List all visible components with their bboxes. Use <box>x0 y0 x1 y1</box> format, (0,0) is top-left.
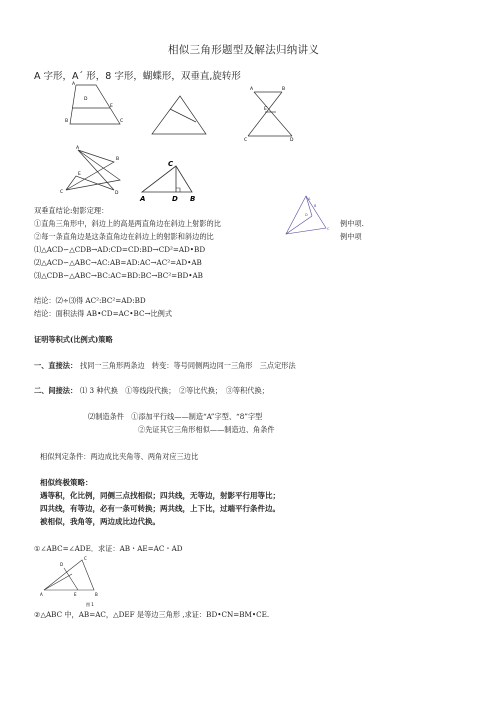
label-b: B <box>65 119 69 124</box>
label-e: E <box>110 104 113 109</box>
label-a: A <box>72 82 76 87</box>
dp-item2: ⑵△ACD∽△ABC→AC:AB=AD:AC→AC²=AD•AB <box>34 258 202 267</box>
fig1-label-d: D <box>60 562 64 567</box>
similar-condition: 相似判定条件：两边成比夹角等、两角对应三边比 <box>40 452 199 461</box>
srt-label-b: B <box>314 204 317 208</box>
rotation-label-a: A <box>76 146 80 151</box>
ultimate-strategy-line3: 被相似，我角等，两边成比边代换。 <box>40 517 160 526</box>
fig1-caption: 图 1 <box>86 602 94 607</box>
rotation-label-b: B <box>116 157 120 162</box>
problem-2: ②△ABC 中，AB=AC，△DEF 是等边三角形 ,求证：BD•CN=BM•CE. <box>34 610 270 619</box>
srt-label-a: A <box>308 197 311 201</box>
srt-label-d: D <box>305 213 308 217</box>
rotation-label-e: E <box>78 172 81 177</box>
fig1-label-a: A <box>40 592 43 597</box>
dp-label-a: A <box>140 195 146 203</box>
label-d: D <box>84 97 88 102</box>
figure-double-perpendicular <box>136 158 202 204</box>
dp-conclusion1: 结论：⑵÷⑶得 AC²:BC²=AD:BD <box>34 296 146 305</box>
figure-1 <box>38 556 106 607</box>
dp-label-d: D <box>172 195 178 203</box>
indirect-method-label: 二、间接法： <box>34 386 78 395</box>
dp-line2-tail: 例中项 <box>340 232 362 241</box>
shapes-line: A 字形，A´ 形，8 字形，蝴蝶形，双垂直,旋转形 <box>34 71 241 82</box>
figure-small-right-triangle <box>282 194 332 238</box>
butterfly-label-c: C <box>244 138 248 143</box>
strategy-heading: 证明等积式(比例式)策略 <box>34 335 113 344</box>
fig1-label-c: C <box>84 556 87 561</box>
dp-item1: ⑴△ACD∽△CDB→AD:CD=CD:BD→CD²=AD•BD <box>34 245 206 254</box>
dp-line1-tail: 例中项. <box>340 219 364 228</box>
figure-a-prime-shape <box>148 92 210 138</box>
indirect-method-text: ⑴ 3 种代换 ①等线段代换； ②等比代换； ③等积代换； <box>80 386 269 395</box>
figure-rotation <box>60 144 132 196</box>
page-title: 相似三角形题型及解法归纳讲义 <box>168 44 320 56</box>
dp-line2: ②每一条直角边是这条直角边在斜边上的射影和斜边的比 <box>34 232 214 241</box>
build-condition: ⑵制造条件 ①添加平行线——制造“A”字型、“8”字型 <box>88 412 263 421</box>
dp-item3: ⑶△CDB∽△ABC→BC:AC=BD:BC→BC²=BD•AB <box>34 271 203 280</box>
ultimate-strategy-line1: 遇等积，化比例，同侧三点找相似；四共线，无等边，射影平行用等比； <box>40 491 280 500</box>
butterfly-label-e: E <box>264 107 267 112</box>
dp-label-c: C <box>168 160 174 168</box>
fig1-label-e: E <box>74 592 77 597</box>
fig1-label-b: B <box>95 592 98 597</box>
label-c: C <box>120 119 124 124</box>
dp-label-b: B <box>190 195 196 203</box>
direct-method-text: 找同一三角形两条边 转变：等号同侧两边同一三角形 三点定形法 <box>80 361 296 370</box>
srt-label-c: C <box>327 227 330 231</box>
build-condition-2: ②先证其它三角形相似——制造边、角条件 <box>138 425 275 434</box>
figure-a-shape <box>62 80 132 130</box>
ultimate-strategy-heading: 相似终极策略： <box>40 478 93 487</box>
direct-method-label: 一、直接法： <box>34 361 78 370</box>
dp-conclusion2: 结论：面积法得 AB•CD=AC•BC→比例式 <box>34 309 173 318</box>
rotation-label-c: C <box>60 190 64 195</box>
butterfly-label-a: A <box>250 87 254 92</box>
dp-heading: 双垂直结论:射影定理： <box>34 206 109 215</box>
ultimate-strategy-line2: 四共线，有等边，必有一条可转换；两共线，上下比，过端平行条件边。 <box>40 504 280 513</box>
butterfly-label-d: D <box>290 138 294 143</box>
butterfly-label-b: B <box>282 87 286 92</box>
figure-butterfly <box>244 86 300 144</box>
dp-line1: ①直角三角形中，斜边上的高是两直角边在斜边上射影的比 <box>34 219 221 228</box>
rotation-label-d: D <box>115 191 119 196</box>
problem-1: ①∠ABC=∠ADE．求证：AB・AE=AC・AD <box>34 544 183 553</box>
